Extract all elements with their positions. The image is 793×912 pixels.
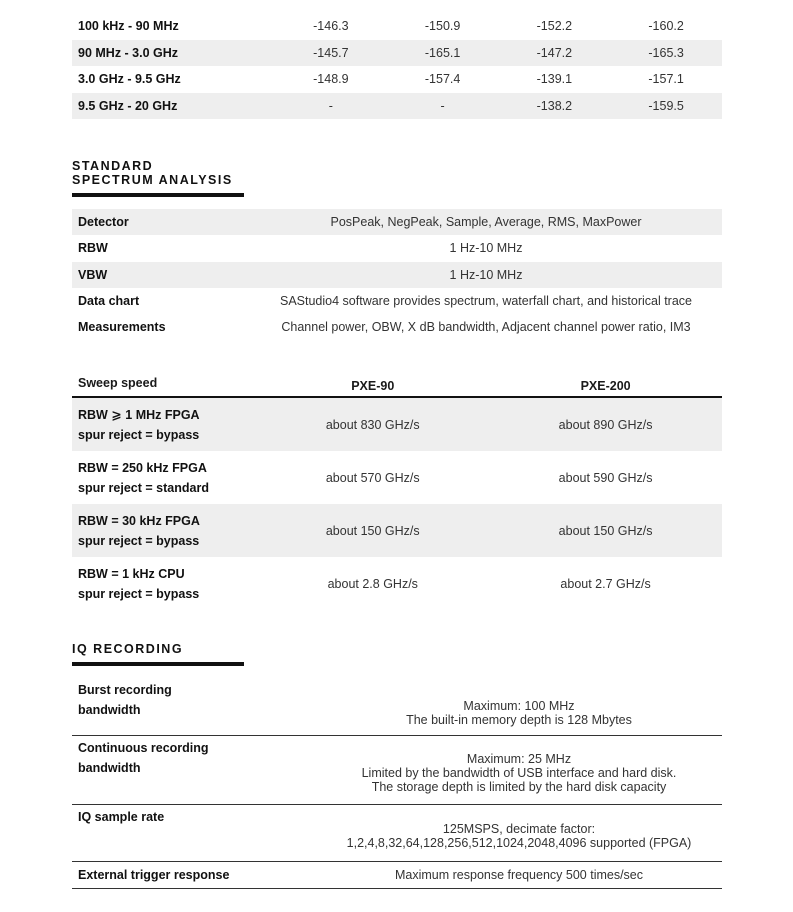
table-cell: -	[328, 98, 333, 113]
section-divider	[72, 193, 244, 197]
row-label	[72, 511, 256, 551]
header-col: PXE-90	[351, 379, 395, 394]
row-label-line: RBW = 1 kHz CPU	[78, 566, 185, 581]
table-cell: about 570 GHz/s	[325, 470, 420, 485]
table-cell: -147.2	[536, 45, 573, 60]
value-line: Maximum response frequency 500 times/sec	[394, 868, 644, 883]
row-value: Channel power, OBW, X dB bandwidth, Adjacent channel power ratio, IM3	[281, 320, 691, 335]
row-label-line: IQ sample rate	[78, 810, 165, 825]
table-cell: -157.4	[424, 72, 461, 87]
spec-sheet-page	[72, 13, 722, 889]
row-label: 9.5 GHz - 20 GHz	[78, 98, 178, 113]
row-value: SAStudio4 software provides spectrum, waterfall chart, and historical trace	[280, 294, 692, 309]
value-line: The built-in memory depth is 128 Mbytes	[406, 712, 632, 727]
row-label: 90 MHz - 3.0 GHz	[78, 45, 179, 60]
value-line: The storage depth is limited by the hard disk capacity	[371, 780, 667, 795]
table-row	[72, 209, 722, 235]
value-line: Maximum: 25 MHz	[466, 752, 572, 767]
row-label: 100 kHz - 90 MHz	[78, 19, 179, 34]
table-row	[72, 66, 722, 93]
row-label: Measurements	[78, 320, 166, 335]
row-label-line: RBW = 30 kHz FPGA	[78, 513, 200, 528]
row-label	[72, 458, 256, 498]
table-row	[72, 314, 722, 340]
row-value	[316, 680, 722, 735]
row-label-line: bandwidth	[78, 761, 141, 776]
noise-table	[72, 13, 722, 119]
table-cell: -165.3	[648, 45, 684, 60]
table-header	[72, 370, 722, 398]
table-cell: -139.1	[536, 72, 573, 87]
row-label: 3.0 GHz - 9.5 GHz	[78, 72, 181, 87]
row-value	[316, 738, 722, 804]
table-row	[72, 862, 722, 889]
row-label-line: Burst recording	[78, 683, 172, 698]
table-row	[72, 736, 722, 805]
value-line: 125MSPS, decimate factor:	[442, 822, 596, 837]
value-line: 1,2,4,8,32,64,128,256,512,1024,2048,4096 supported (FPGA)	[346, 836, 692, 851]
row-value	[316, 807, 722, 861]
row-label: Data chart	[78, 294, 140, 309]
table-cell: about 590 GHz/s	[558, 470, 653, 485]
table-row	[72, 451, 722, 504]
row-label	[72, 807, 316, 861]
table-row	[72, 40, 722, 67]
sweep-table	[72, 370, 722, 610]
table-row	[72, 235, 722, 261]
row-label-line: spur reject = bypass	[78, 533, 200, 548]
section-title: SPECTRUM ANALYSIS	[72, 173, 233, 187]
section-title: IQ RECORDING	[72, 642, 184, 657]
row-value	[316, 868, 722, 882]
row-label-line: Continuous recording	[78, 741, 209, 756]
table-cell: -148.9	[313, 72, 349, 87]
table-cell: about 890 GHz/s	[558, 417, 653, 432]
value-line: Maximum: 100 MHz	[463, 698, 575, 713]
table-row	[72, 93, 722, 120]
table-cell: about 150 GHz/s	[325, 523, 420, 538]
row-label-line: spur reject = standard	[78, 480, 209, 495]
section-title: STANDARD	[72, 159, 154, 173]
row-label-line: bandwidth	[78, 703, 141, 718]
row-label-line: RBW = 250 kHz FPGA	[78, 460, 207, 475]
table-row	[72, 805, 722, 862]
row-label	[72, 564, 256, 604]
table-row	[72, 504, 722, 557]
header-col: PXE-200	[580, 379, 631, 394]
table-cell: about 2.7 GHz/s	[560, 576, 651, 591]
table-cell: -146.3	[313, 19, 349, 34]
row-value: PosPeak, NegPeak, Sample, Average, RMS, MaxPower	[330, 215, 642, 230]
header-label: Sweep speed	[78, 376, 158, 391]
table-cell: -152.2	[536, 19, 573, 34]
row-label: RBW	[78, 241, 108, 256]
table-cell: about 830 GHz/s	[325, 417, 420, 432]
table-row	[72, 557, 722, 610]
table-cell: -150.9	[424, 19, 461, 34]
spectrum-table	[72, 209, 722, 340]
iq-table	[72, 680, 722, 889]
table-cell: about 150 GHz/s	[558, 523, 653, 538]
table-cell: -159.5	[648, 98, 684, 113]
section-divider	[72, 662, 244, 666]
row-value: 1 Hz-10 MHz	[449, 267, 523, 282]
row-label-line: RBW ⩾ 1 MHz FPGA	[78, 407, 200, 422]
table-cell: -145.7	[313, 45, 349, 60]
row-value: 1 Hz-10 MHz	[449, 241, 523, 256]
table-row	[72, 680, 722, 736]
value-line: Limited by the bandwidth of USB interface and hard disk.	[361, 766, 677, 781]
row-label	[72, 738, 316, 804]
iq-section-header	[72, 642, 722, 666]
table-cell: -	[440, 98, 445, 113]
table-row	[72, 262, 722, 288]
row-label: Detector	[78, 215, 129, 230]
spectrum-section-header	[72, 159, 722, 197]
table-cell: -138.2	[536, 98, 573, 113]
row-label-line: spur reject = bypass	[78, 427, 200, 442]
table-row	[72, 288, 722, 314]
row-label	[72, 405, 256, 445]
row-label: External trigger response	[78, 868, 230, 883]
table-row	[72, 13, 722, 40]
table-cell: about 2.8 GHz/s	[327, 576, 418, 591]
table-row	[72, 398, 722, 451]
table-cell: -165.1	[424, 45, 461, 60]
table-cell: -160.2	[648, 19, 684, 34]
row-label: VBW	[78, 267, 108, 282]
table-cell: -157.1	[648, 72, 684, 87]
row-label	[72, 680, 316, 735]
row-label-line: spur reject = bypass	[78, 586, 200, 601]
